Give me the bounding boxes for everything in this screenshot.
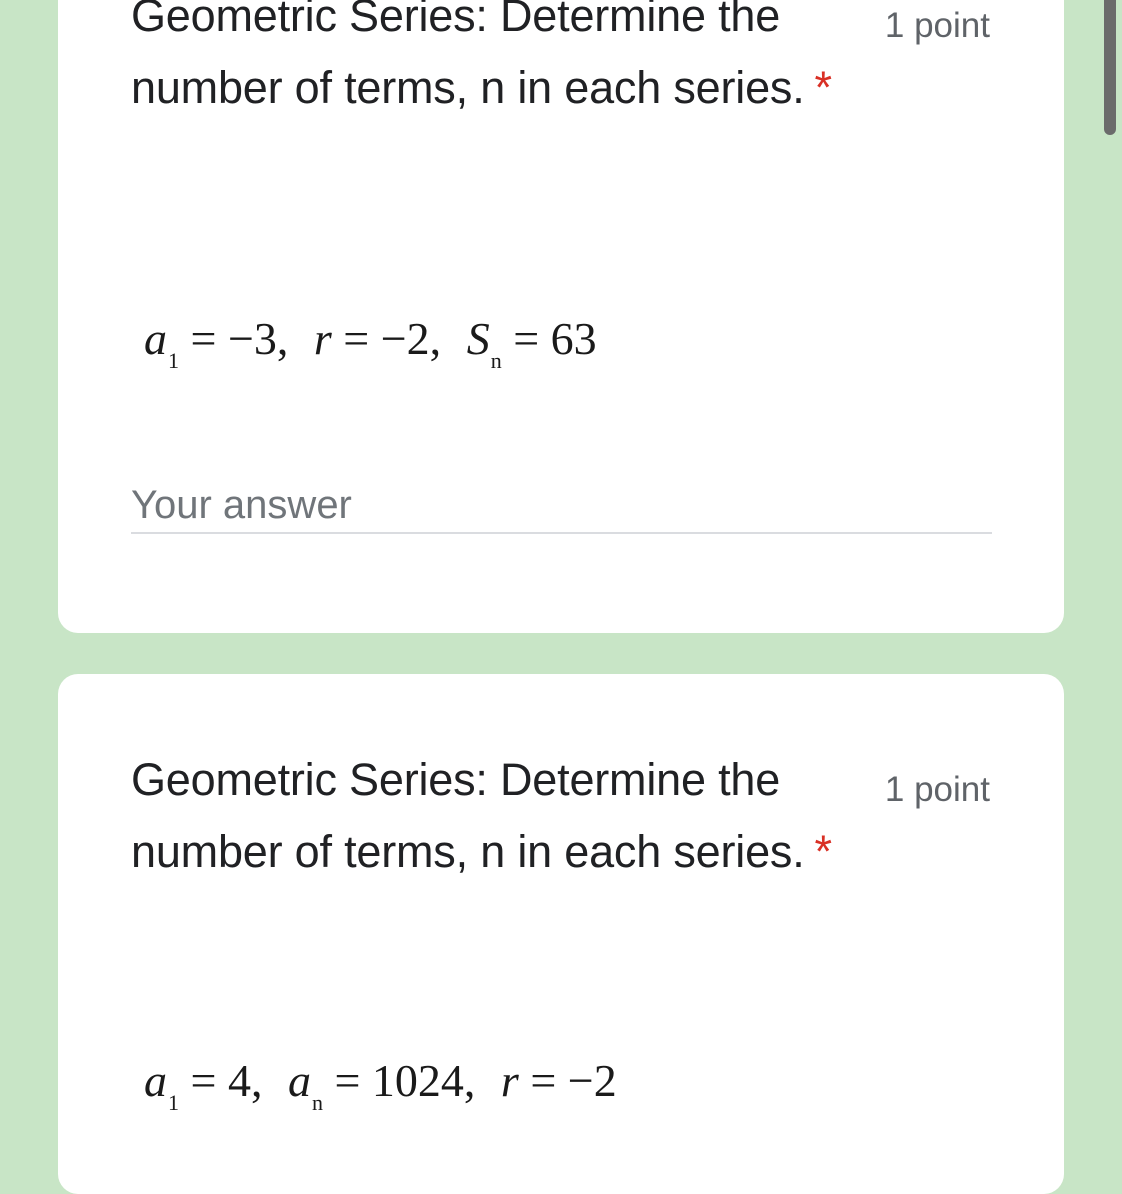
val-a: = −3, <box>179 313 300 364</box>
question-title-text: Geometric Series: Determine the number of terms, n in each series. <box>131 754 805 877</box>
sub-n: n <box>311 1090 323 1116</box>
question-title <box>131 0 871 124</box>
sub-1: 1 <box>168 348 179 374</box>
question-title <box>131 744 871 888</box>
scrollbar-thumb[interactable] <box>1104 0 1116 135</box>
sub-n: n <box>490 348 502 374</box>
val-an: = 1024, <box>322 1055 487 1106</box>
var-r: r <box>500 1055 519 1106</box>
val-s: = 63 <box>501 313 597 364</box>
var-s: S <box>466 313 490 364</box>
points-label: 1 point <box>884 6 990 45</box>
required-asterisk: * <box>814 826 832 877</box>
required-asterisk: * <box>814 62 832 113</box>
points-label: 1 point <box>884 770 990 809</box>
var-r: r <box>313 313 332 364</box>
var-a: a <box>144 1055 167 1106</box>
val-r: = −2, <box>331 313 453 364</box>
val-a: = 4, <box>179 1055 274 1106</box>
var-a: a <box>144 313 167 364</box>
question-card-1 <box>58 0 1064 633</box>
equation-image <box>144 312 597 374</box>
val-r: = −2 <box>518 1055 617 1106</box>
equation-image <box>144 1054 617 1116</box>
question-title-text: Geometric Series: Determine the number of terms, n in each series. <box>131 0 805 113</box>
answer-input[interactable] <box>131 478 992 534</box>
var-an: a <box>287 1055 311 1106</box>
question-card-2 <box>58 674 1064 1194</box>
sub-1: 1 <box>168 1090 179 1116</box>
